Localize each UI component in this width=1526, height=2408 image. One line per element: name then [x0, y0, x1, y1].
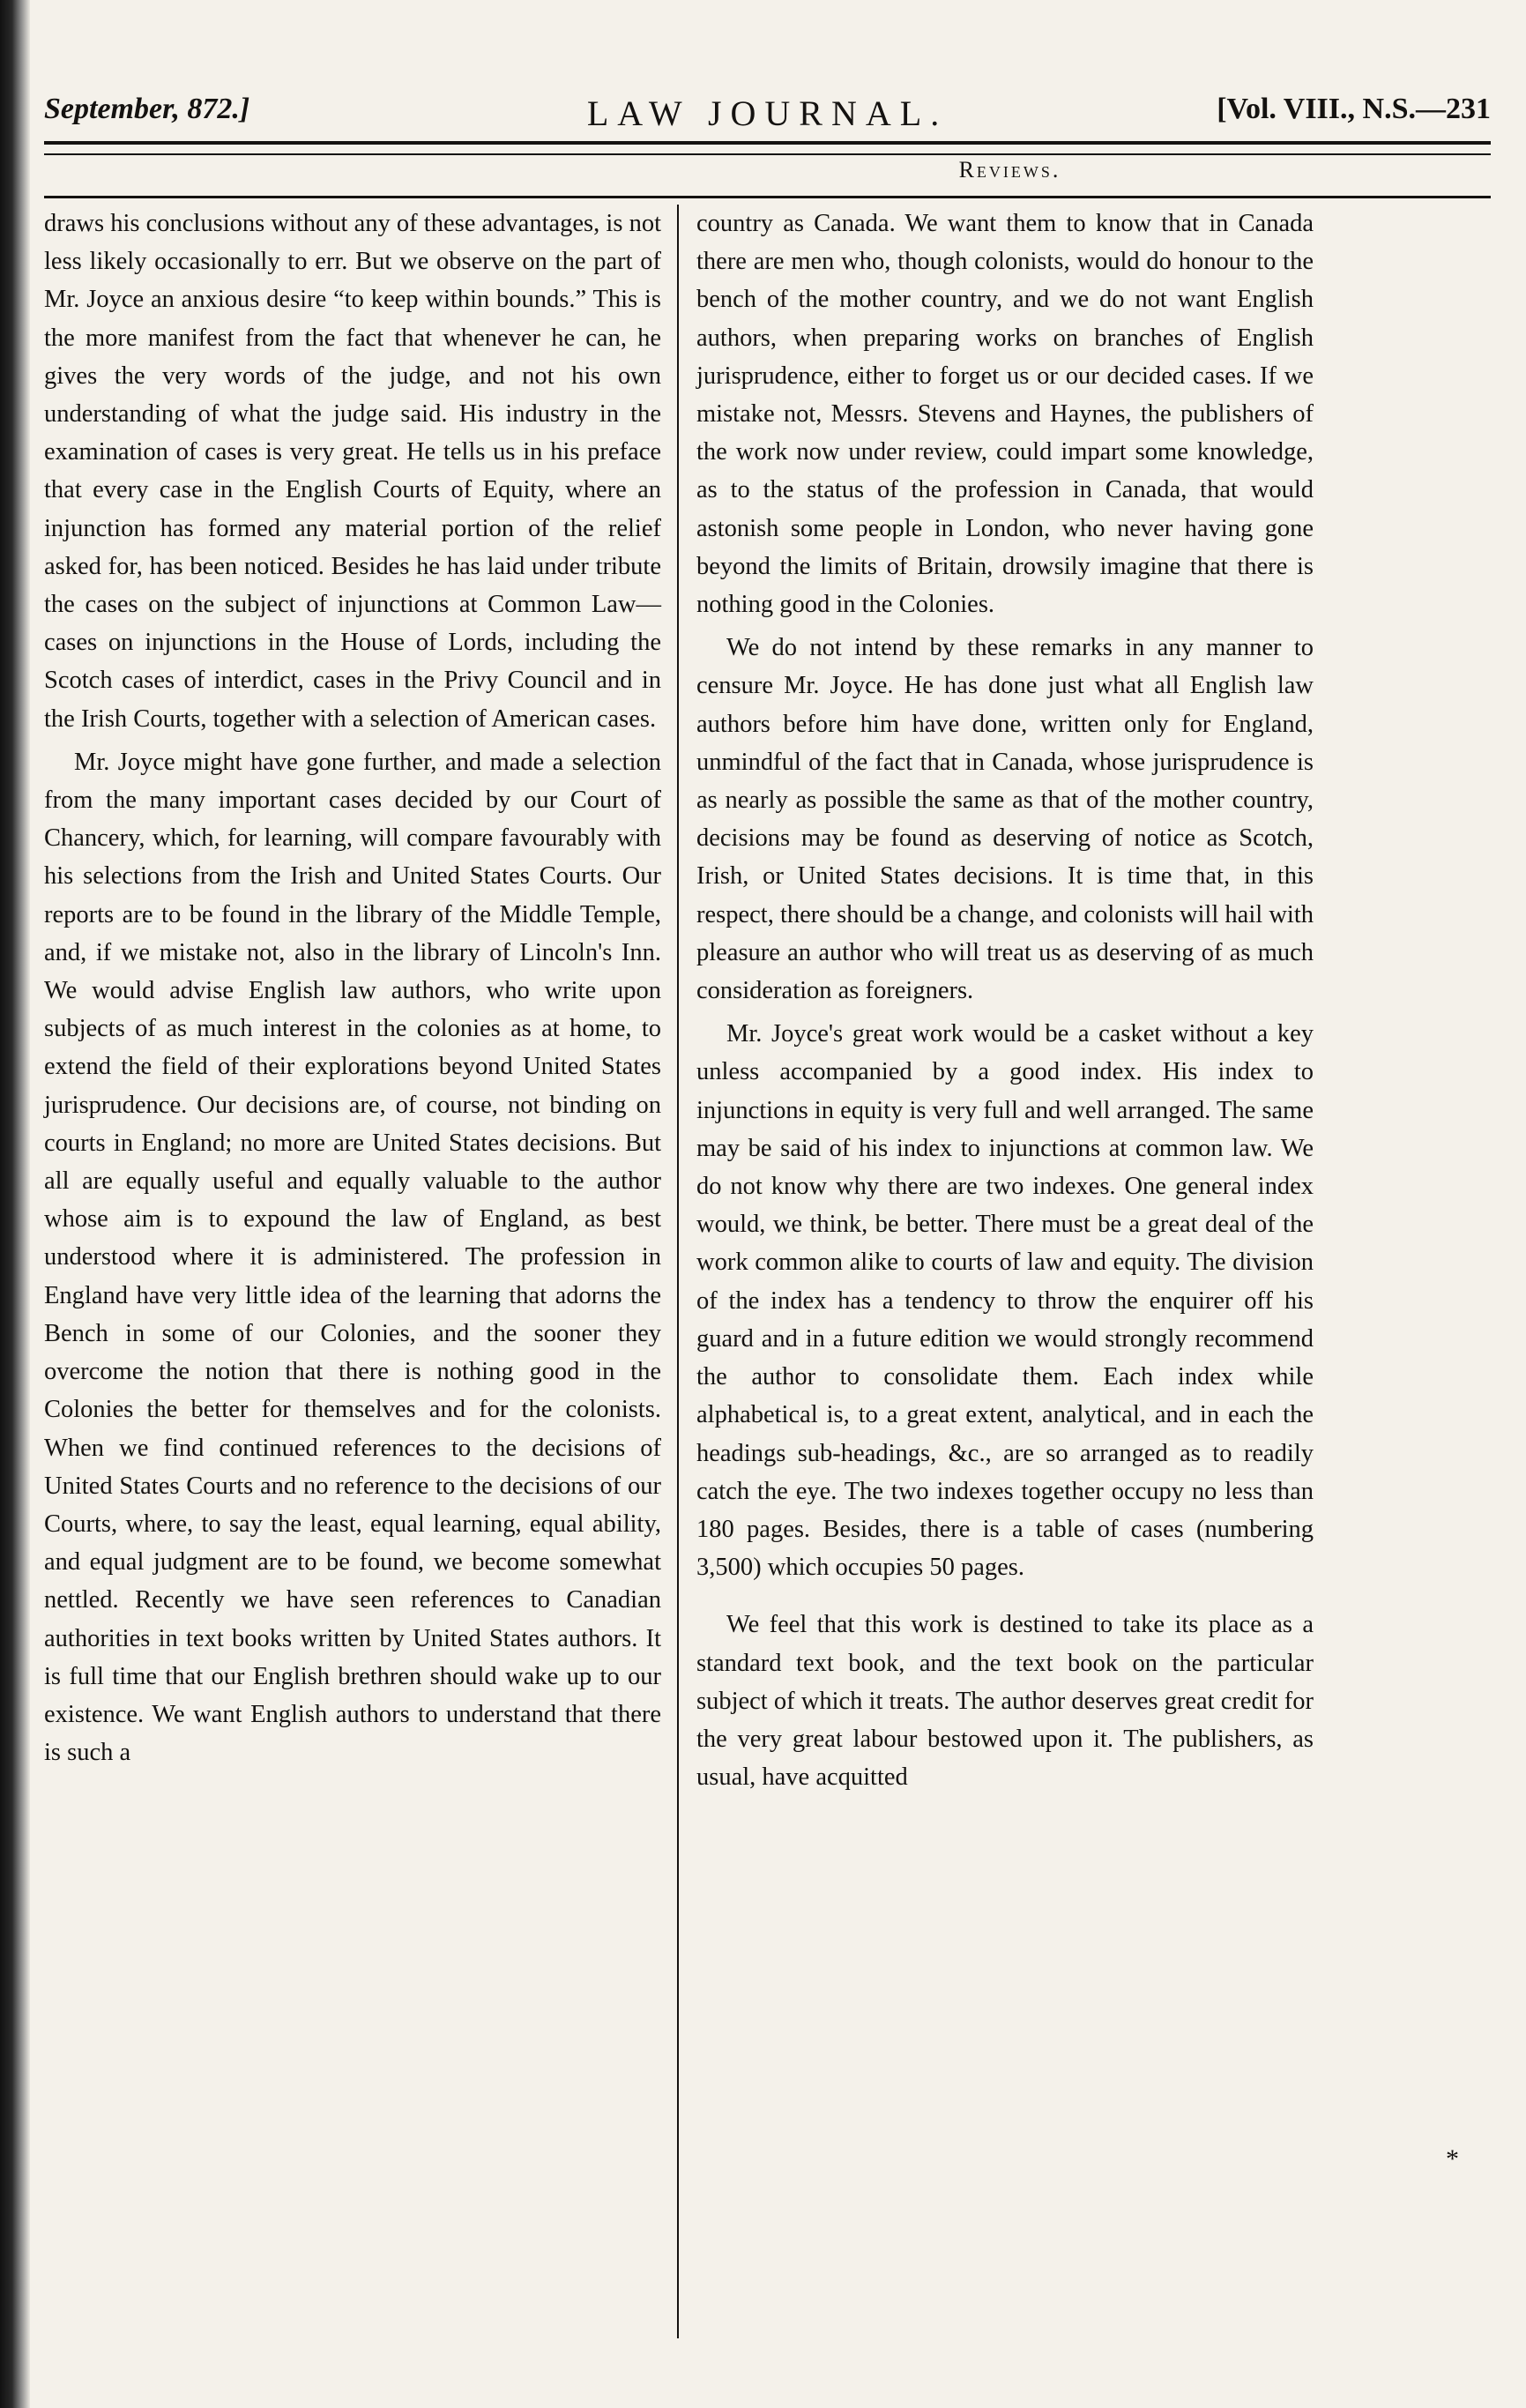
header-title: LAW JOURNAL. [586, 93, 949, 133]
left-column [44, 205, 661, 1771]
binding-edge [0, 0, 30, 2408]
section-rule [44, 196, 1491, 198]
paragraph: Mr. Joyce might have gone further, and made a selection from the many important cases decided by our Court of Chancery, which, for learning, will compare favourably with his selections from the Irish and United States Courts. Our reports are to be found in the library of the Middle Temple, and, if we mistake not, also in the library of Lincoln's Inn. We would advise English law authors, who write upon subjects of as much interest in the colonies as at home, to extend the field of their explorations beyond United States jurisprudence. Our decisions are, of course, not binding on courts in England; no more are United States decisions. But all are equally useful and equally valuable to the author whose aim is to expound the law of England, as best understood where it is administered. The profession in England have very little idea of the learning that adorns the Bench in some of our Colonies, and the sooner they overcome the notion that there is nothing good in the Colonies the better for themselves and for the colonists. When we find continued references to the decisions of United States Courts and no reference to the decisions of our Courts, where, to say the least, equal learning, equal ability, and equal judgment are to be found, we become somewhat nettled. Recently we have seen references to Canadian authorities in text books written by United States authors. It is full time that our English brethren should wake up to our existence. We want English authors to understand that there is such a [44, 748, 661, 1767]
header-volume: [Vol. VIII., N.S.—231 [1217, 93, 1491, 125]
header-rule [44, 141, 1491, 155]
right-column [696, 205, 1314, 1796]
column-divider [677, 205, 679, 2338]
paragraph: country as Canada. We want them to know that in Canada there are men who, though colonists, would do honour to the bench of the mother country, and we do not want English authors, when preparing works on branches of English jurisprudence, either to forget us or our decided cases. If we mistake not, Messrs. Stevens and Haynes, the publishers of the work now under review, could impart some knowledge, as to the status of the profession in Canada, that would astonish some people in London, who never having gone beyond the limits of Britain, drowsily imagine that there is nothing good in the Colonies. [696, 210, 1314, 619]
paragraph: We do not intend by these remarks in any manner to censure Mr. Joyce. He has done just what all English law authors before him have done, written only for England, unmindful of the fact that in Canada, whose jurisprudence is as nearly as possible the same as that of the mother country, decisions may be found as deserving of notice as Scotch, Irish, or United States decisions. It is time that, in this respect, there should be a change, and colonists will hail with pleasure an author who will treat us as deserving of as much consideration as foreigners. [696, 634, 1314, 1005]
paragraph: We feel that this work is destined to take its place as a standard text book, and the text book on the particular subject of which it treats. The author deserves great credit for the very great labour bestowed upon it. The publishers, as usual, have acquitted [696, 1611, 1314, 1792]
header-date: September, 872.] [44, 93, 250, 125]
margin-mark: * [1446, 2144, 1459, 2173]
paragraph: draws his conclusions without any of these advantages, is not less likely occasionally to err. But we observe on the part of Mr. Joyce an anxious desire “to keep within bounds.” This is the more manifest from the fact that whenever he can, he gives the very words of the judge, and not his own understanding of what the judge said. His industry in the examination of cases is very great. He tells us in his preface that every case in the English Courts of Equity, where an injunction has formed any material portion of the relief asked for, has been noticed. Besides he has laid under tribute the cases on the subject of injunctions at Common Law—cases on injunctions in the House of Lords, including the Scotch cases of interdict, cases in the Privy Council and in the Irish Courts, together with a selection of American cases. [44, 210, 661, 733]
section-label: Reviews. [958, 157, 1061, 183]
paragraph: Mr. Joyce's great work would be a casket without a key unless accompanied by a good index. His index to injunctions in equity is very full and well arranged. The same may be said of his index to injunctions at common law. We do not know why there are two indexes. One general index would, we think, be better. There must be a great deal of the work common alike to courts of law and equity. The division of the index has a tendency to throw the enquirer off his guard and in a future edition we would strongly recommend the author to consolidate them. Each index while alphabetical is, to a great extent, analytical, and in each the headings sub-headings, &c., are so arranged as to readily catch the eye. The two indexes together occupy no less than 180 pages. Besides, there is a table of cases (numbering 3,500) which occupies 50 pages. [696, 1020, 1314, 1582]
